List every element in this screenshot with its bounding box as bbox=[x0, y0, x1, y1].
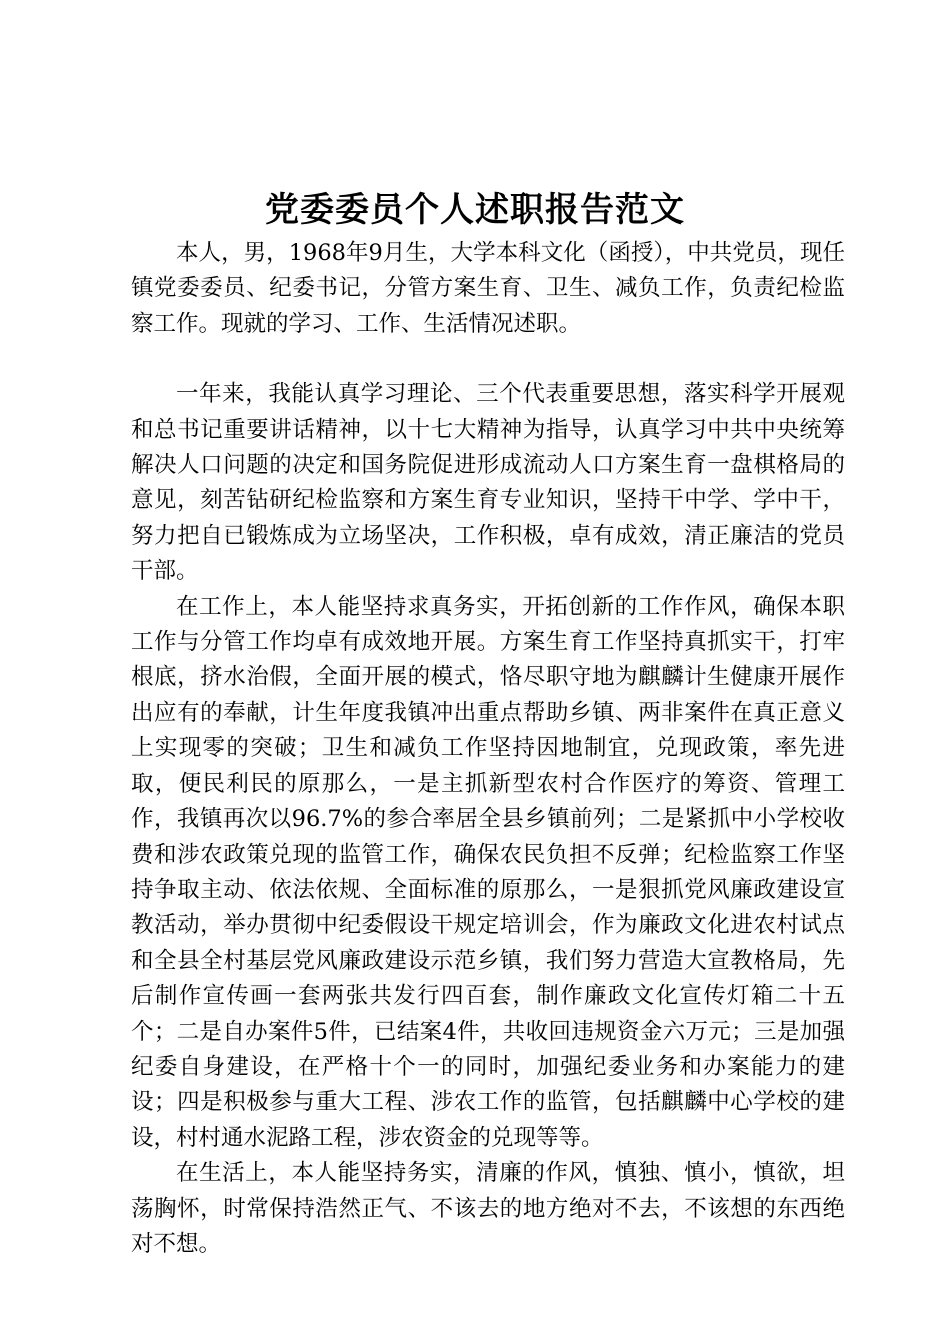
paragraph-study: 一年来，我能认真学习理论、三个代表重要思想，落实科学开展观和总书记重要讲话精神，以十七大精神为指导，认真学习中共中央统筹解决人口问题的决定和国务院促进形成流动人口方案生育一盘棋格局的意见，刻苦钻研纪检监察和方案生育专业知识，坚持干中学、学中干，努力把自已锻炼成为立场坚决，工作积极，卓有成效，清正廉洁的党员干部。 bbox=[131, 381, 845, 585]
paragraph-life: 在生活上，本人能坚持务实，清廉的作风，慎独、慎小，慎欲，坦荡胸怀，时常保持浩然正气、不该去的地方绝对不去，不该想的东西绝对不想。 bbox=[131, 1160, 845, 1257]
document-body bbox=[131, 236, 845, 1262]
paragraph-intro: 本人，男，1968年9月生，大学本科文化（函授），中共党员，现任镇党委委员、纪委书记，分管方案生育、卫生、减负工作，负责纪检监察工作。现就的学习、工作、生活情况述职。 bbox=[131, 240, 845, 337]
paragraph-work: 在工作上，本人能坚持求真务实，开拓创新的工作作风，确保本职工作与分管工作均卓有成效地开展。方案生育工作坚持真抓实干，打牢根底，挤水治假，全面开展的模式，恪尽职守地为麒麟计生健康开展作出应有的奉献，计生年度我镇冲出重点帮助乡镇、两非案件在真正意义上实现零的突破；卫生和减负工作坚持因地制宜，兑现政策，率先进取，便民利民的原那么，一是主抓新型农村合作医疗的筹资、管理工作，我镇再次以96.7%的参合率居全县乡镇前列；二是紧抓中小学校收费和涉农政策兑现的监管工作，确保农民负担不反弹；纪检监察工作坚持争取主动、依法依规、全面标准的原那么，一是狠抓党风廉政建设宣教活动，举办贯彻中纪委假设干规定培训会，作为廉政文化进农村试点和全县全村基层党风廉政建设示范乡镇，我们努力营造大宣教格局，先后制作宣传画一套两张共发行四百套，制作廉政文化宣传灯箱二十五个；二是自办案件5件，已结案4件，共收回违规资金六万元；三是加强纪委自身建设，在严格十个一的同时，加强纪委业务和办案能力的建设；四是积极参与重大工程、涉农工作的监管，包括麒麟中心学校的建设，村村通水泥路工程，涉农资金的兑现等等。 bbox=[131, 593, 845, 1151]
document-title: 党委委员个人述职报告范文 bbox=[265, 190, 685, 230]
